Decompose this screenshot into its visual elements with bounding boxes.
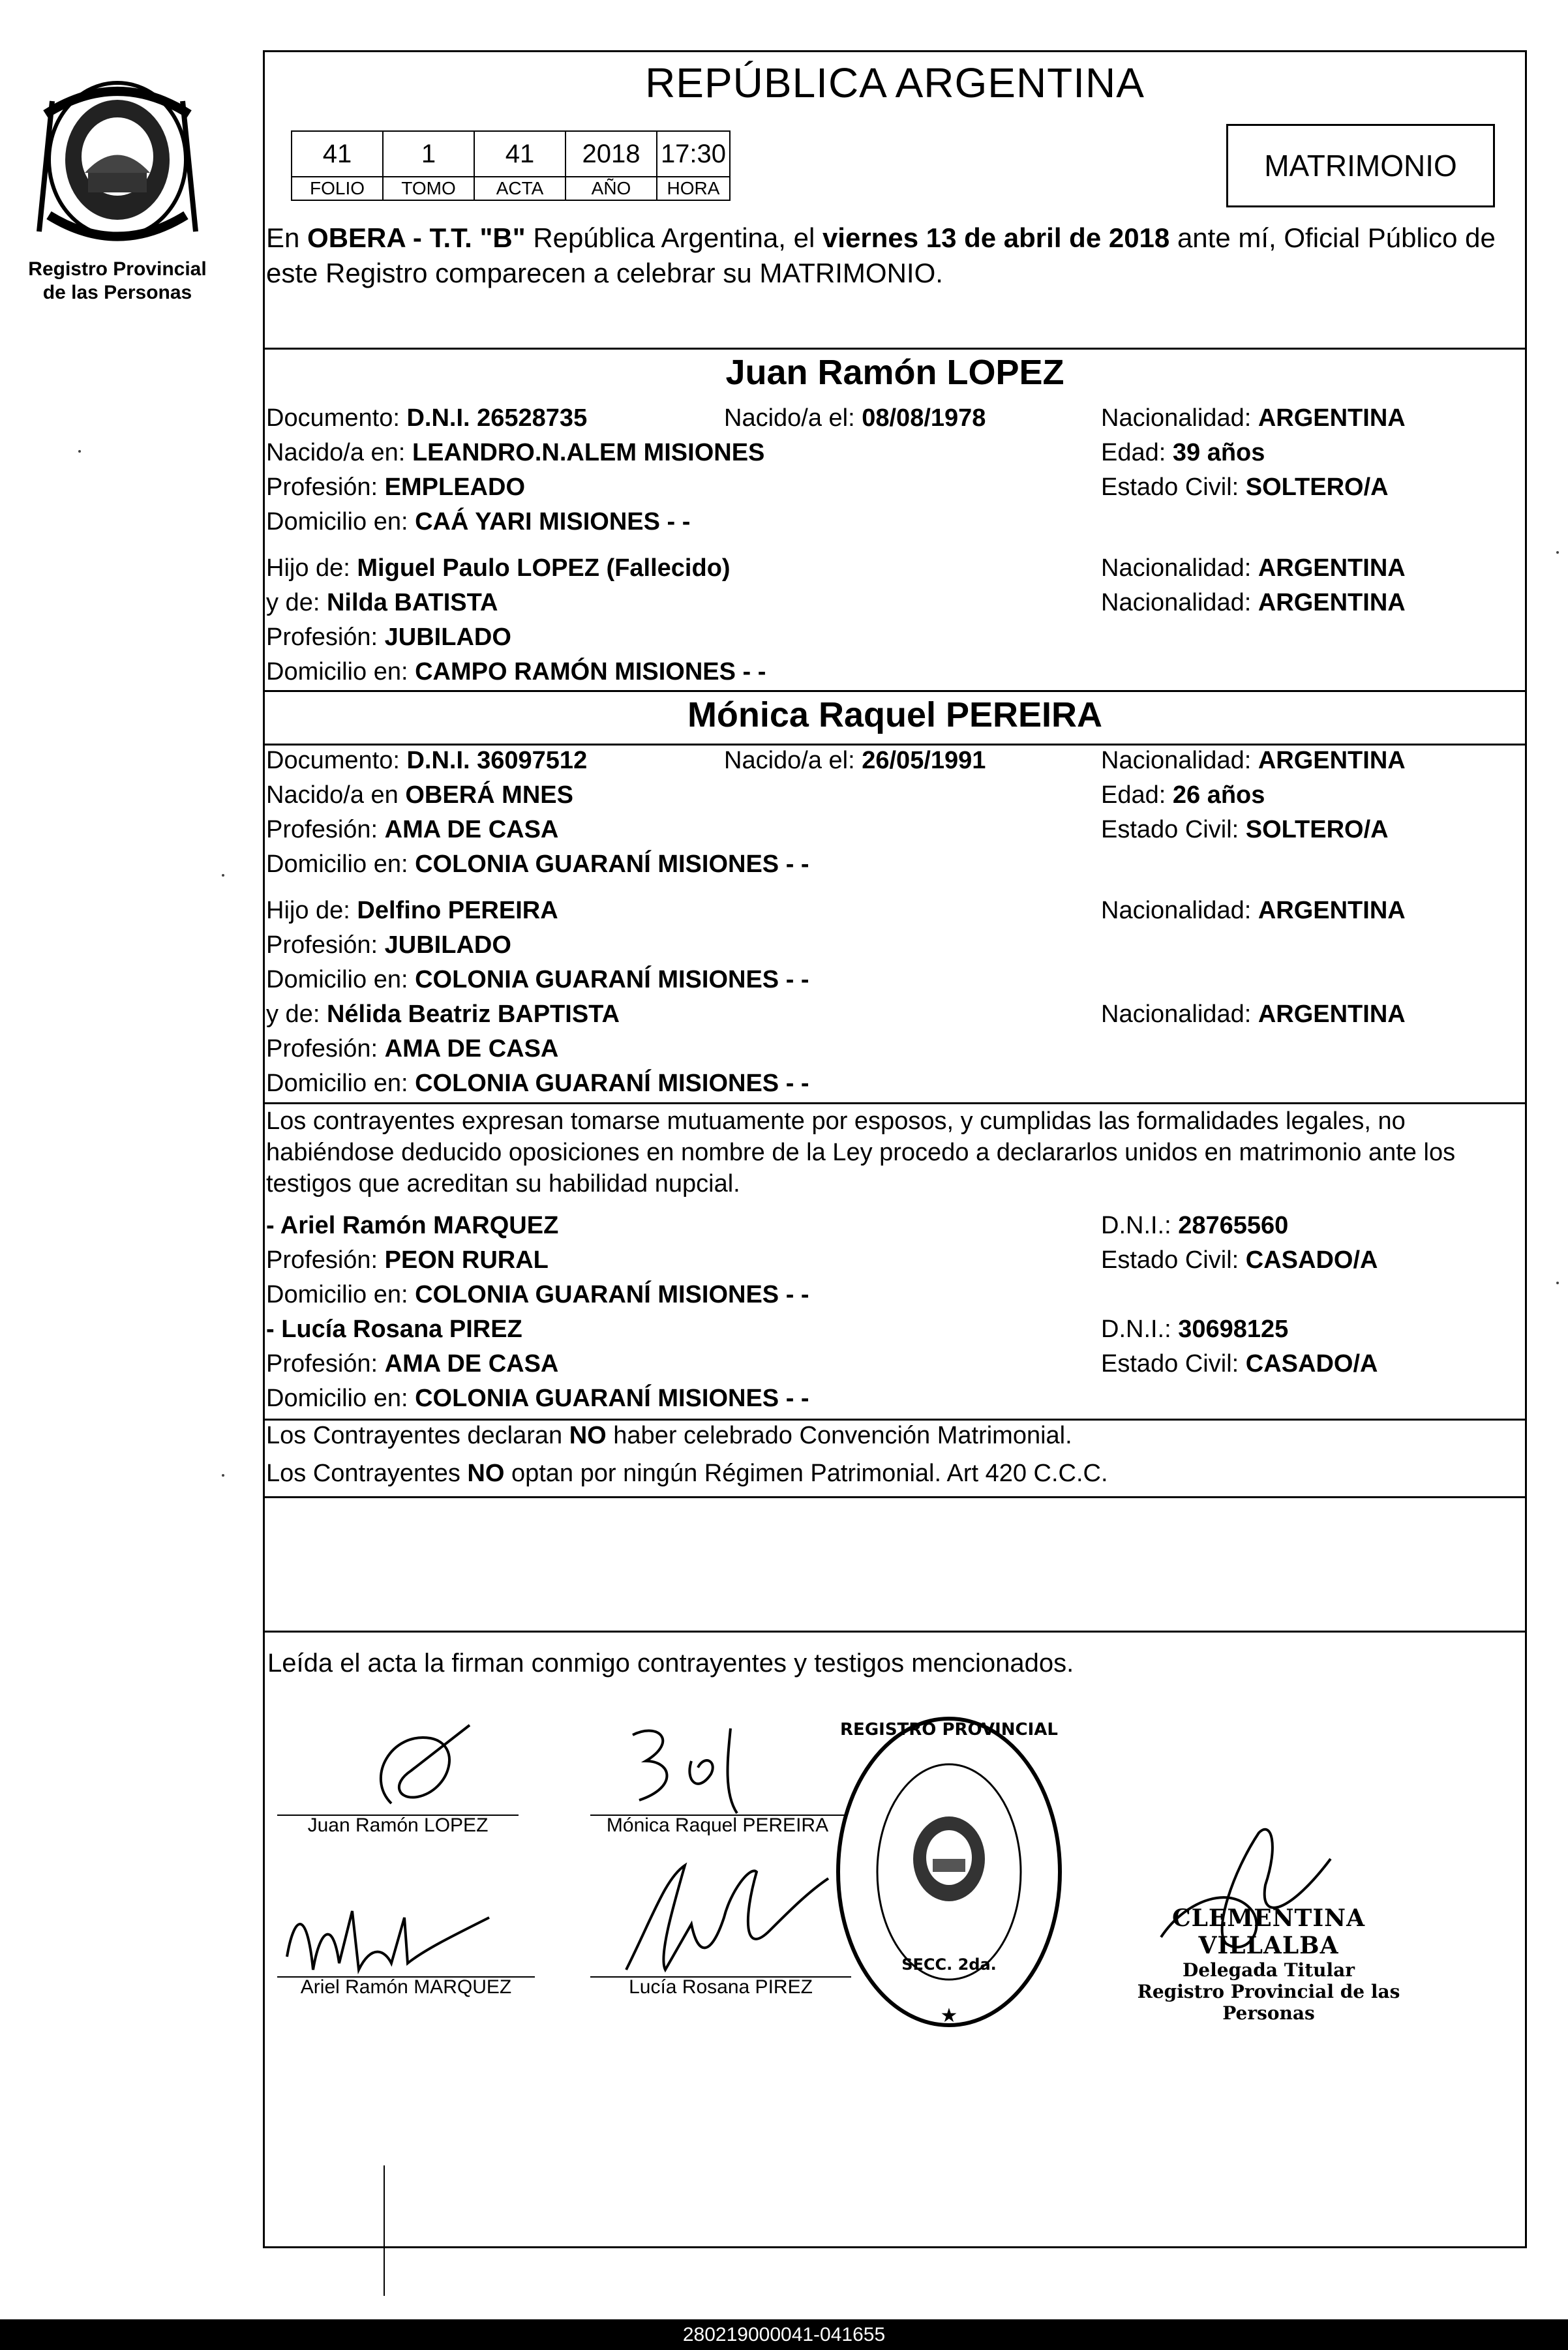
- official-block: [1106, 1905, 1432, 2024]
- groom-birthplace: Nacido/a en: LEANDRO.N.ALEM MISIONES: [266, 439, 765, 466]
- bride-profession: Profesión: AMA DE CASA: [266, 816, 559, 843]
- bride-document: Documento: D.N.I. 36097512: [266, 747, 588, 774]
- groom-birthdate: Nacido/a el: 08/08/1978: [724, 404, 986, 432]
- declaration-paragraph: Los contrayentes expresan tomarse mutuamente por esposos, y cumplidas las formalidades legales, no habiéndose deducido oposiciones en nombre de la Ley procedo a declararlos unidos en matrimonio ante los testigos que acreditan su habilidad nupcial.: [266, 1107, 1456, 1198]
- witness-2-signature: [600, 1852, 835, 1983]
- groom-father: Hijo de: Miguel Paulo LOPEZ (Fallecido): [266, 554, 731, 582]
- bride-father-nationality: Nacionalidad: ARGENTINA: [1101, 897, 1406, 924]
- witness-1-signature-label: Ariel Ramón MARQUEZ: [300, 1976, 512, 1998]
- bride-name: Mónica Raquel PEREIRA: [687, 695, 1103, 734]
- bride-mother-profession: Profesión: AMA DE CASA: [266, 1035, 559, 1062]
- divider: [263, 1496, 1527, 1498]
- witness-2-address: Domicilio en: COLONIA GUARANÍ MISIONES - -: [266, 1385, 809, 1412]
- intro-paragraph: En OBERA - T.T. "B" República Argentina, el viernes 13 de abril de 2018 ante mí, Oficial Público de este Registro comparecen a celebrar su MATRIMONIO.: [266, 222, 1496, 288]
- folio-label: FOLIO: [292, 177, 383, 200]
- witness-1-id: D.N.I.: 28765560: [1101, 1212, 1289, 1239]
- witness-1-name: - Ariel Ramón MARQUEZ: [266, 1212, 559, 1239]
- witness-1-signature: [280, 1891, 522, 1983]
- bride-birthdate: Nacido/a el: 26/05/1991: [724, 747, 986, 774]
- witness-1-profession: Profesión: PEON RURAL: [266, 1246, 549, 1274]
- bride-address: Domicilio en: COLONIA GUARANÍ MISIONES - -: [266, 851, 809, 878]
- tomo-label: TOMO: [383, 177, 474, 200]
- divider: [263, 1631, 1527, 1633]
- record-type-box: MATRIMONIO: [1226, 124, 1495, 207]
- witness-2-civil-status: Estado Civil: CASADO/A: [1101, 1350, 1378, 1378]
- province-seal-logo: [33, 75, 202, 251]
- groom-parent-profession: Profesión: JUBILADO: [266, 624, 511, 651]
- official-role: Delegada Titular: [1182, 1959, 1355, 1981]
- bride-mother: y de: Nélida Beatriz BAPTISTA: [266, 1001, 620, 1028]
- bride-signature-label: Mónica Raquel PEREIRA: [606, 1815, 829, 1836]
- groom-age: Edad: 39 años: [1101, 439, 1265, 466]
- bride-age: Edad: 26 años: [1101, 781, 1265, 809]
- groom-signature: [352, 1719, 496, 1816]
- witness-1-civil-status: Estado Civil: CASADO/A: [1101, 1246, 1378, 1274]
- registry-name: Registro Provincial de las Personas: [28, 258, 207, 303]
- folio-value: 41: [292, 131, 383, 177]
- bride-father-profession: Profesión: JUBILADO: [266, 931, 511, 959]
- acta-value: 41: [474, 131, 565, 177]
- groom-profession: Profesión: EMPLEADO: [266, 474, 526, 501]
- groom-mother: y de: Nilda BATISTA: [266, 589, 498, 616]
- bride-nationality: Nacionalidad: ARGENTINA: [1101, 747, 1406, 774]
- signature-note: Leída el acta la firman conmigo contrayentes y testigos mencionados.: [267, 1649, 1074, 1678]
- bride-mother-nationality: Nacionalidad: ARGENTINA: [1101, 1001, 1406, 1028]
- groom-civil-status: Estado Civil: SOLTERO/A: [1101, 474, 1389, 501]
- document-code-bar: 280219000041-041655: [0, 2319, 1568, 2350]
- hour-label: HORA: [657, 177, 730, 200]
- divider: [263, 744, 1527, 746]
- scan-mark: [1556, 1282, 1559, 1284]
- svg-text:SECC. 2da.: SECC. 2da.: [901, 1955, 997, 1974]
- groom-mother-nationality: Nacionalidad: ARGENTINA: [1101, 589, 1406, 616]
- groom-signature-label: Juan Ramón LOPEZ: [307, 1815, 489, 1836]
- scan-mark: [78, 450, 81, 453]
- scan-mark: [1556, 551, 1559, 554]
- scan-mark: [222, 874, 224, 877]
- bride-father: Hijo de: Delfino PEREIRA: [266, 897, 558, 924]
- hour-value: 17:30: [657, 131, 730, 177]
- svg-text:REGISTRO PROVINCIAL: REGISTRO PROVINCIAL: [840, 1720, 1058, 1740]
- registry-stamp: [832, 1709, 1066, 2035]
- tomo-value: 1: [383, 131, 474, 177]
- groom-father-nationality: Nacionalidad: ARGENTINA: [1101, 554, 1406, 582]
- svg-text:★: ★: [940, 2004, 958, 2027]
- divider: [263, 690, 1527, 692]
- groom-nationality: Nacionalidad: ARGENTINA: [1101, 404, 1406, 432]
- divider: [263, 348, 1527, 350]
- divider: [263, 1102, 1527, 1104]
- fold-mark: [384, 2165, 385, 2296]
- bride-mother-address: Domicilio en: COLONIA GUARANÍ MISIONES - -: [266, 1070, 809, 1097]
- acta-label: ACTA: [474, 177, 565, 200]
- bride-father-address: Domicilio en: COLONIA GUARANÍ MISIONES - -: [266, 966, 809, 993]
- bride-birthplace: Nacido/a en OBERÁ MNES: [266, 781, 573, 809]
- official-org: Registro Provincial de las Personas: [1137, 1981, 1400, 2024]
- regime-statement: Los Contrayentes NO optan por ningún Régimen Patrimonial. Art 420 C.C.C.: [266, 1460, 1108, 1487]
- official-name: CLEMENTINA VILLALBA: [1171, 1905, 1366, 1959]
- groom-address: Domicilio en: CAÁ YARI MISIONES - -: [266, 508, 691, 535]
- year-label: AÑO: [565, 177, 657, 200]
- witness-1-address: Domicilio en: COLONIA GUARANÍ MISIONES - -: [266, 1281, 809, 1308]
- witness-2-name: - Lucía Rosana PIREZ: [266, 1316, 522, 1343]
- scan-mark: [222, 1474, 224, 1477]
- year-value: 2018: [565, 131, 657, 177]
- groom-name: Juan Ramón LOPEZ: [725, 353, 1064, 392]
- witness-2-id: D.N.I.: 30698125: [1101, 1316, 1289, 1343]
- record-reference-table: [291, 130, 731, 201]
- groom-document: Documento: D.N.I. 26528735: [266, 404, 588, 432]
- witness-2-profession: Profesión: AMA DE CASA: [266, 1350, 559, 1378]
- convention-statement: Los Contrayentes declaran NO haber celebrado Convención Matrimonial.: [266, 1422, 1072, 1449]
- bride-civil-status: Estado Civil: SOLTERO/A: [1101, 816, 1389, 843]
- divider: [263, 1419, 1527, 1421]
- bride-signature: [620, 1722, 763, 1820]
- groom-parent-address: Domicilio en: CAMPO RAMÓN MISIONES - -: [266, 658, 766, 685]
- witness-2-signature-label: Lucía Rosana PIREZ: [629, 1976, 813, 1998]
- document-title: REPÚBLICA ARGENTINA: [645, 59, 1145, 106]
